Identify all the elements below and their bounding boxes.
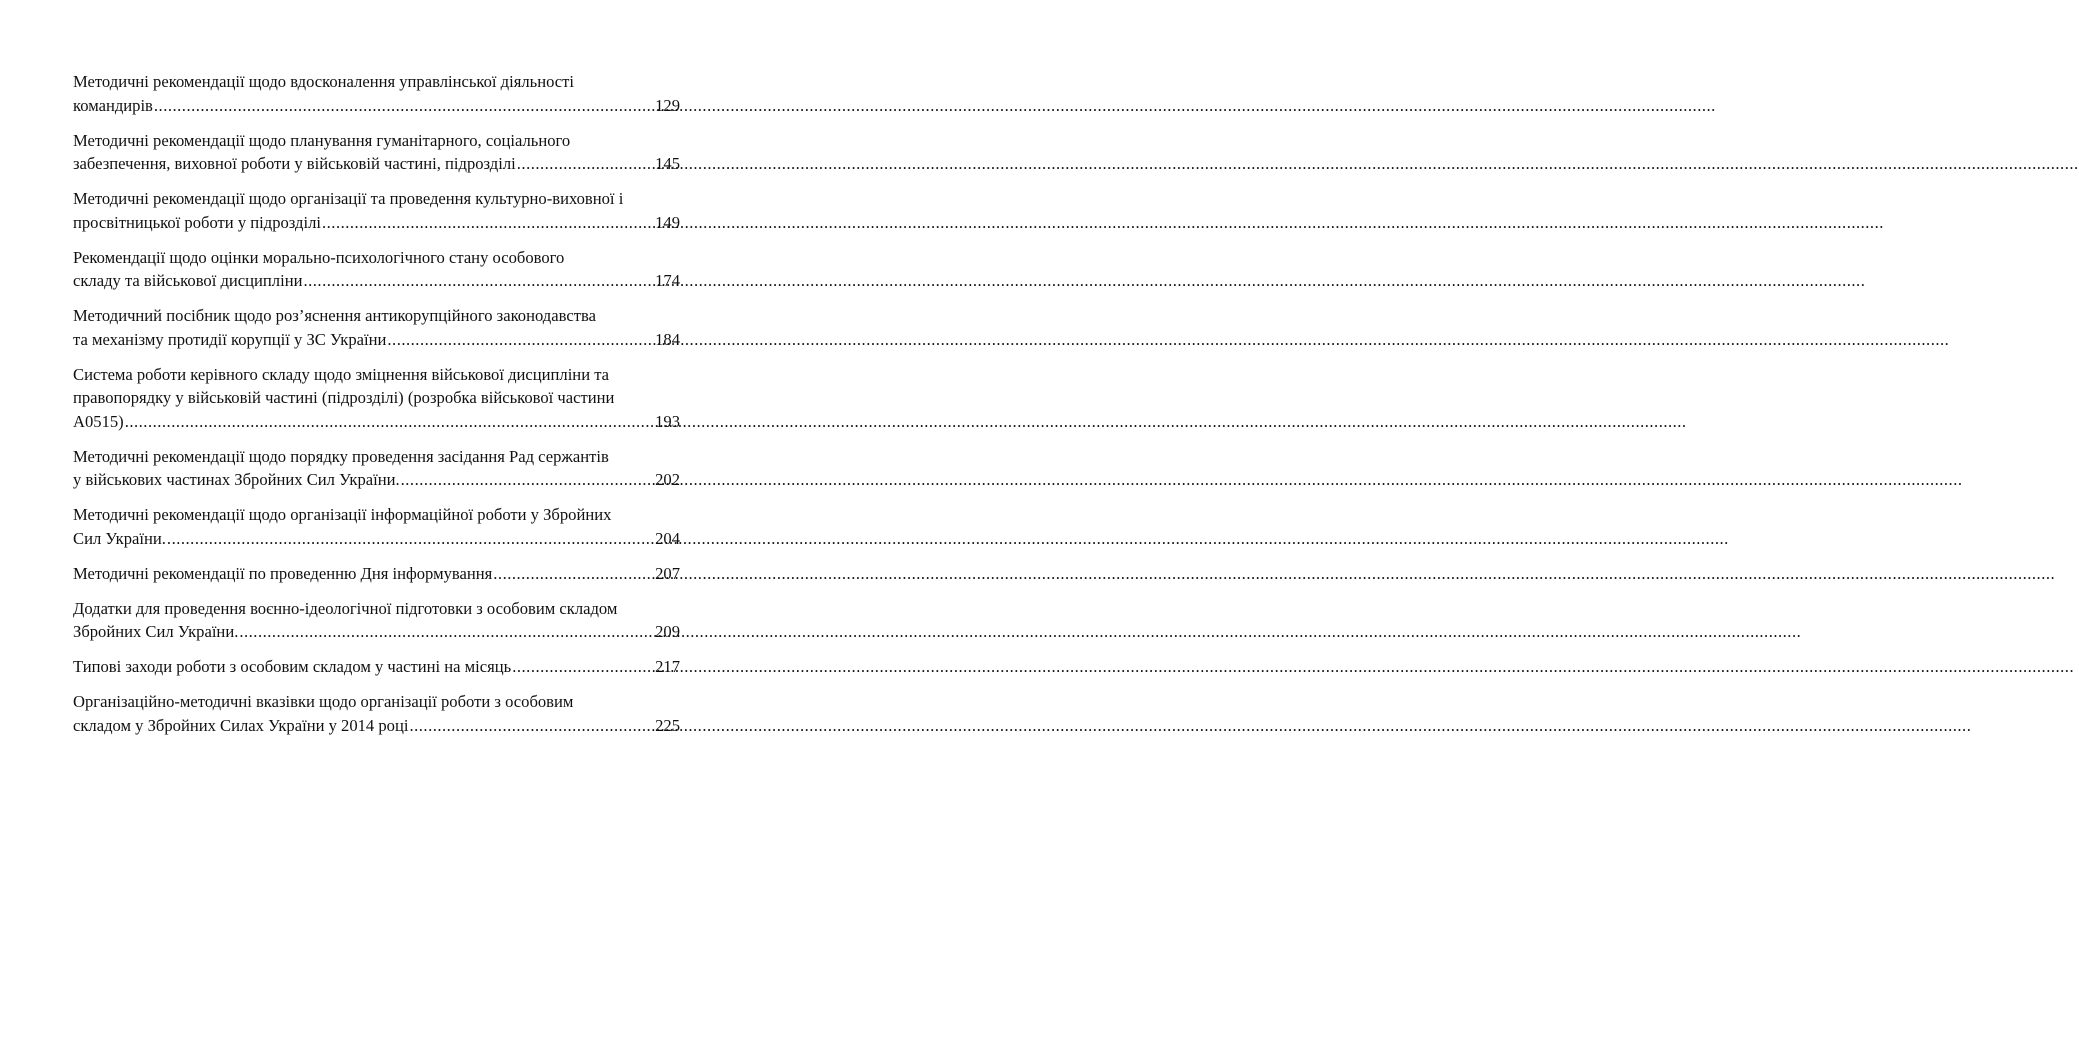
toc-entry[interactable] <box>73 655 680 679</box>
dot-leader <box>387 328 651 352</box>
toc-entry-last-line <box>73 620 680 644</box>
dot-leader <box>167 527 651 551</box>
toc-entry-page-number: 217 <box>655 657 680 676</box>
table-of-contents <box>73 70 680 749</box>
toc-entry-page-number: 184 <box>655 329 680 349</box>
toc-entry-title-line: Методичні рекомендації щодо вдосконалення управлінської діяльності <box>73 72 575 91</box>
toc-entry-title-line: Система роботи керівного складу щодо зміцнення військової дисципліни та <box>73 364 610 384</box>
toc-entry[interactable] <box>73 129 680 176</box>
toc-entry-last-line <box>73 328 680 352</box>
toc-entry-page-number: 145 <box>655 154 680 173</box>
toc-entry[interactable] <box>73 246 680 293</box>
dot-leader <box>125 410 651 434</box>
toc-entry-page-number: 149 <box>655 212 680 232</box>
toc-entry[interactable] <box>73 562 680 586</box>
document-page <box>0 0 750 1061</box>
toc-entry-title-line: правопорядку у військовій частині (підрозділі) (розробка військової частини <box>73 388 615 407</box>
toc-entry-title-line: складом у Збройних Силах України у 2014 році <box>73 715 409 735</box>
toc-entry[interactable] <box>73 363 680 434</box>
toc-entry-last-line <box>73 527 680 551</box>
dot-leader <box>409 714 651 738</box>
dot-leader <box>512 655 651 679</box>
toc-entry-page-number: 129 <box>655 95 680 115</box>
toc-entry-title-line: Типові заходи роботи з особовим складом у частині на місяць <box>73 657 512 676</box>
toc-entry-title-line: Збройних Сил України. <box>73 622 239 641</box>
toc-entry-last-line <box>73 410 680 434</box>
toc-entry-last-line <box>73 714 680 738</box>
toc-entry-title-line: забезпечення, виховної роботи у військовій частині, підрозділі <box>73 154 516 173</box>
dot-leader <box>517 152 651 176</box>
toc-entry-title-line: складу та військової дисципліни <box>73 271 303 290</box>
toc-entry[interactable] <box>73 597 680 644</box>
toc-entry-title-line: та механізму протидії корупції у ЗС України <box>73 329 387 349</box>
toc-entry[interactable] <box>73 503 680 550</box>
toc-entry-last-line <box>73 562 680 586</box>
toc-entry-last-line <box>73 94 680 118</box>
toc-entry-title-line: у військових частинах Збройних Сил України. <box>73 470 400 489</box>
toc-entry[interactable] <box>73 187 680 234</box>
dot-leader <box>154 94 651 118</box>
toc-entry-title-line: А0515) <box>73 411 124 431</box>
toc-entry-title-line: Рекомендації щодо оцінки морально-психологічного стану особового <box>73 247 565 267</box>
toc-entry-page-number: 207 <box>655 563 680 583</box>
toc-entry-title-line: командирів <box>73 95 153 115</box>
toc-entry[interactable] <box>73 690 680 737</box>
toc-entry-title-line: Додатки для проведення воєнно-ідеологічної підготовки з особовим складом <box>73 598 618 618</box>
toc-entry-title-line: Методичний посібник щодо роз’яснення антикорупційного законодавства <box>73 306 596 325</box>
toc-entry-page-number: 204 <box>655 528 680 548</box>
toc-entry-last-line <box>73 152 680 176</box>
dot-leader <box>401 468 651 492</box>
toc-entry[interactable] <box>73 70 680 117</box>
toc-entry-page-number: 225 <box>655 715 680 735</box>
toc-entry[interactable] <box>73 445 680 492</box>
dot-leader <box>493 562 651 586</box>
toc-entry-page-number: 209 <box>655 622 680 641</box>
toc-entry-title-line: Методичні рекомендації щодо планування гуманітарного, соціального <box>73 130 571 150</box>
dot-leader <box>303 269 651 293</box>
toc-entry-last-line <box>73 269 680 293</box>
dot-leader <box>239 620 651 644</box>
toc-entry-page-number: 202 <box>655 470 680 489</box>
toc-entry-page-number: 174 <box>655 271 680 290</box>
toc-entry-title-line: Організаційно-методичні вказівки щодо організації роботи з особовим <box>73 692 574 711</box>
toc-entry-last-line <box>73 655 680 679</box>
toc-entry-last-line <box>73 468 680 492</box>
toc-entry-title-line: Методичні рекомендації щодо організації та проведення культурно-виховної і <box>73 189 624 208</box>
toc-entry-title-line: Методичні рекомендації по проведенню Дня інформування <box>73 563 493 583</box>
toc-entry-page-number: 193 <box>655 411 680 431</box>
toc-entry-title-line: Методичні рекомендації щодо організації інформаційної роботи у Збройних <box>73 505 612 524</box>
toc-entry-title-line: Сил України. <box>73 528 166 548</box>
toc-entry-last-line <box>73 211 680 235</box>
toc-entry[interactable] <box>73 304 680 351</box>
toc-entry-title-line: Методичні рекомендації щодо порядку проведення засідання Рад сержантів <box>73 446 609 466</box>
dot-leader <box>322 211 651 235</box>
toc-entry-title-line: просвітницької роботи у підрозділі <box>73 212 321 232</box>
